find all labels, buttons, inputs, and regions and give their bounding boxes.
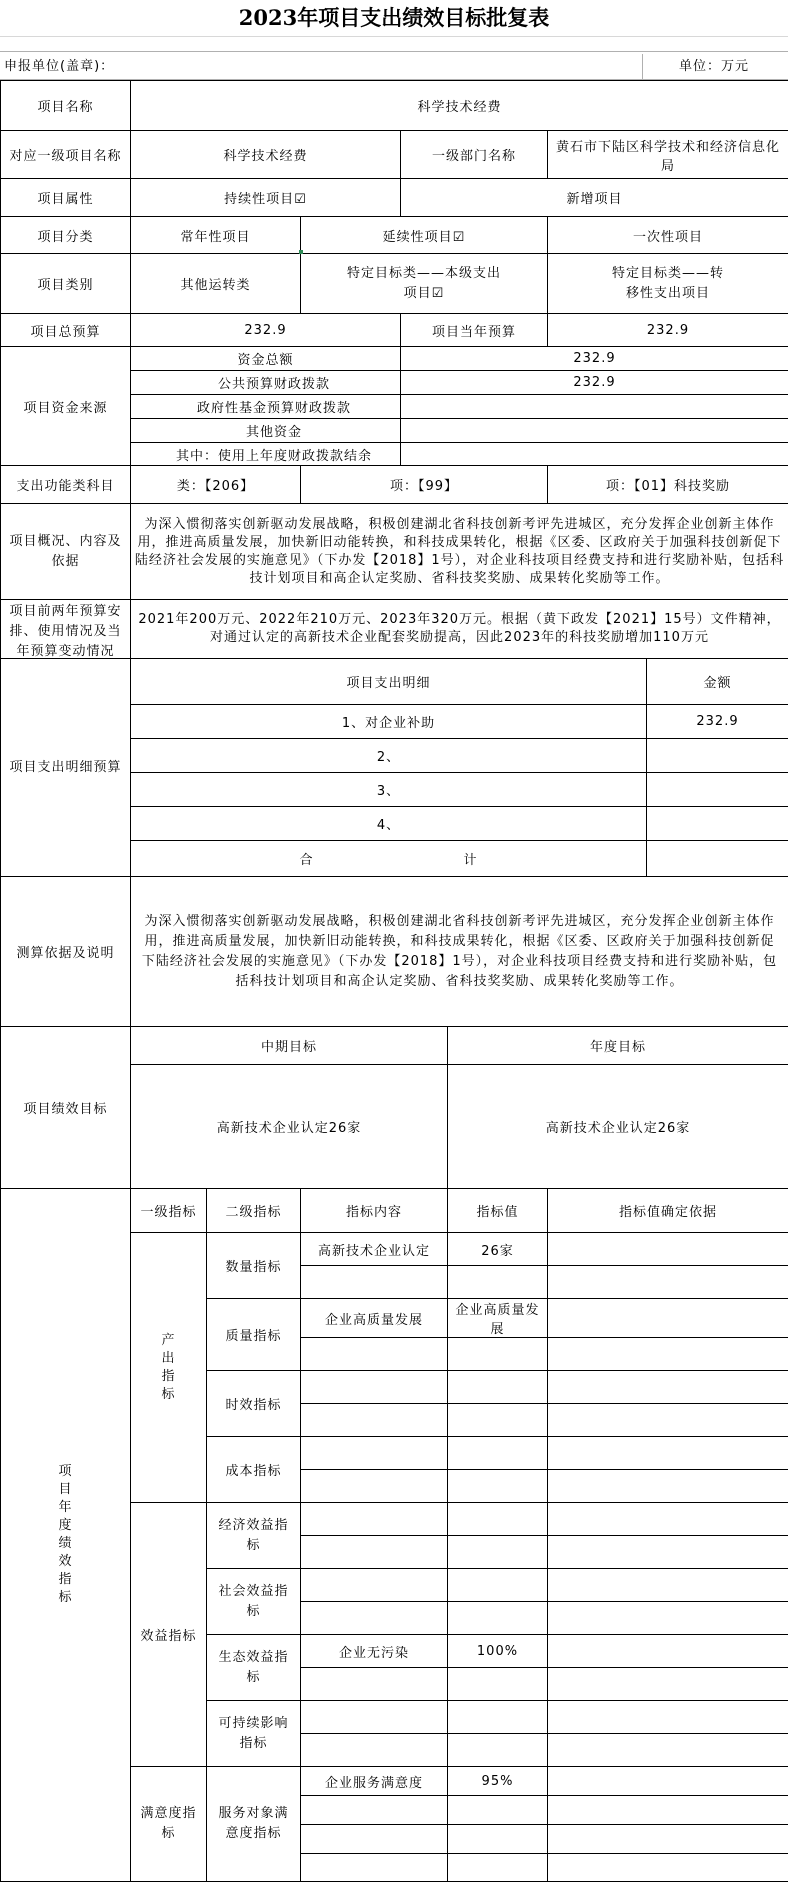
satisfaction-label-text: 满意度指标: [140, 1806, 197, 1841]
indicators-label-text: 项目年度绩效指标: [58, 1464, 73, 1605]
type-label: 项目类别: [1, 254, 131, 314]
detail-item: 2、: [131, 739, 647, 773]
detail-amount: 232.9: [647, 705, 788, 739]
row-project-attribute: [1, 179, 788, 217]
col-content: 指标内容: [301, 1189, 448, 1233]
basis-cell: [131, 877, 788, 1027]
detail-total-value: [647, 841, 788, 877]
economic-label-text: 经济效益指标: [218, 1517, 289, 1553]
dept-value: 黄石市下陆区科学技术和经济信息化局: [548, 131, 788, 179]
quality-value: 企业高质量发展: [448, 1299, 548, 1338]
class-label: 项目分类: [1, 217, 131, 254]
fund-value: [401, 395, 788, 419]
service-value: 95%: [448, 1767, 548, 1796]
total-budget-value: 232.9: [131, 314, 401, 347]
economic-label: [207, 1503, 301, 1569]
benefit-label: 效益指标: [131, 1503, 207, 1767]
eco-label-text: 生态效益指标: [218, 1649, 289, 1685]
class-regular: 常年性项目: [131, 217, 301, 254]
attribute-continuing: 持续性项目☑: [131, 179, 401, 217]
overview-text: 为深入惯彻落实创新驱动发展战略，积极创建湖北省科技创新考评先进城区，充分发挥企业创新主体作用，推进高质量发展，加快新旧动能转换，和科技成果转化，根据《区委、区政府关于加强科技创新促下陆经济社会发展的实施意见》（下办发【2018】1号），对企业科技项目经费支持和进行奖励补贴，包括科技计划项目和高企认定奖励、省科技奖奖励、成果转化奖励等工作。: [134, 516, 785, 586]
detail-amount: [647, 807, 788, 841]
detail-total-label: [131, 841, 647, 877]
func-subject-item: 项：【99】: [301, 466, 548, 504]
fund-value: 232.9: [401, 371, 788, 395]
indicators-label: [1, 1189, 131, 1882]
total-budget-label: 项目总预算: [1, 314, 131, 347]
row-overview: [1, 504, 788, 600]
row-prior-years: [1, 600, 788, 659]
timeliness-label: 时效指标: [207, 1371, 301, 1437]
fund-name: 其中：使用上年度财政拨款结余: [131, 443, 401, 466]
service-label: [207, 1767, 301, 1882]
row-indicator-header: [1, 1189, 788, 1233]
fund-name: 其他资金: [131, 419, 401, 443]
service-content: 企业服务满意度: [301, 1767, 448, 1796]
page-title: 2023年项目支出绩效目标批复表: [238, 5, 550, 30]
attribute-label: 项目属性: [1, 179, 131, 217]
type-transfer: [548, 254, 788, 314]
fund-row: [1, 347, 788, 371]
type-specific: [301, 254, 548, 314]
row-detail-header: [1, 659, 788, 705]
row-project-name: [1, 81, 788, 131]
goals-year-label: 年度目标: [448, 1027, 788, 1065]
col-level1: 一级指标: [131, 1189, 207, 1233]
quantity-basis: [548, 1233, 788, 1266]
year-budget-value: 232.9: [548, 314, 788, 347]
eco-value: 100%: [448, 1635, 548, 1668]
sustain-label-text: 可持续影响指标: [218, 1715, 289, 1751]
fund-name: 公共预算财政拨款: [131, 371, 401, 395]
col-level2: 二级指标: [207, 1189, 301, 1233]
quality-content: 企业高质量发展: [301, 1299, 448, 1338]
level1-project-value: 科学技术经费: [131, 131, 401, 179]
project-name-label: 项目名称: [1, 81, 131, 131]
func-subject-sub: 项：【01】科技奖励: [548, 466, 788, 504]
prior-cell: [131, 600, 788, 659]
detail-col-item: 项目支出明细: [131, 659, 647, 705]
detail-col-amount: 金额: [647, 659, 788, 705]
overview-cell: [131, 504, 788, 600]
detail-item: 1、对企业补助: [131, 705, 647, 739]
type-transfer-text: 特定目标类——转移性支出项目: [612, 265, 725, 301]
fund-value: [401, 419, 788, 443]
row-goals-header: [1, 1027, 788, 1065]
detail-label-text: 项目支出明细预算: [9, 759, 122, 775]
row-level1-project: [1, 131, 788, 179]
title-bar: [0, 0, 788, 52]
fund-value: 232.9: [401, 347, 788, 371]
col-basis: 指标值确定依据: [548, 1189, 788, 1233]
type-other: 其他运转类: [131, 254, 301, 314]
grid-line: [0, 36, 788, 37]
row-basis: [1, 877, 788, 1027]
row-function-subject: [1, 466, 788, 504]
prior-text: 2021年200万元、2022年210万元、2023年320万元。根据（黄下政发【2021】15号）文件精神，对通过认定的高新技术企业配套奖励提高，因此2023年的科技奖励增加110万元: [138, 612, 781, 645]
type-specific-text: 特定目标类——本级支出项目☑: [346, 265, 501, 301]
detail-amount: [647, 773, 788, 807]
row-project-class: [1, 217, 788, 254]
row-budget: [1, 314, 788, 347]
output-label: [131, 1233, 207, 1503]
attribute-new: 新增项目: [401, 179, 788, 217]
prior-label-text: 项目前两年预算安排、使用情况及当年预算变动情况: [9, 604, 122, 658]
level1-project-label: 对应一级项目名称: [1, 131, 131, 179]
eco-label: [207, 1635, 301, 1701]
func-subject-label: 支出功能类科目: [1, 466, 131, 504]
basis-text: 为深入惯彻落实创新驱动发展战略，积极创建湖北省科技创新考评先进城区，充分发挥企业创新主体作用，推进高质量发展，加快新旧动能转换，和科技成果转化，根据《区委、区政府关于加强科技创新促下陆经济社会发展的实施意见》（下办发【2018】1号），对企业科技项目经费支持和进行奖励补贴，包括科技计划项目和高企认定奖励、省科技奖奖励、成果转化奖励等工作。: [141, 913, 778, 989]
applicant-unit-label: 申报单位(盖章)：: [4, 59, 115, 74]
output-label-text: 产出指标: [161, 1332, 176, 1402]
social-label: [207, 1569, 301, 1635]
prior-label: [1, 600, 131, 659]
quantity-label: 数量指标: [207, 1233, 301, 1299]
dept-label: 一级部门名称: [401, 131, 548, 179]
service-label-text: 服务对象满意度指标: [218, 1806, 289, 1841]
func-subject-class: 类：【206】: [131, 466, 301, 504]
quantity-content: 高新技术企业认定: [301, 1233, 448, 1266]
cost-label: 成本指标: [207, 1437, 301, 1503]
detail-amount: [647, 739, 788, 773]
project-name-value: 科学技术经费: [131, 81, 788, 131]
info-row: [0, 54, 788, 80]
quality-basis: [548, 1299, 788, 1338]
funds-label: 项目资金来源: [1, 347, 131, 466]
year-budget-label: 项目当年预算: [401, 314, 548, 347]
class-extended: 延续性项目☑: [301, 217, 548, 254]
satisfaction-label: [131, 1767, 207, 1882]
detail-item: 3、: [131, 773, 647, 807]
detail-total-b: 计: [463, 853, 478, 868]
fund-value: [401, 443, 788, 466]
goals-mid-label: 中期目标: [131, 1027, 448, 1065]
row-project-type: [1, 254, 788, 314]
detail-item: 4、: [131, 807, 647, 841]
col-value: 指标值: [448, 1189, 548, 1233]
overview-label-text: 项目概况、内容及依据: [9, 533, 122, 569]
fund-name: 资金总额: [131, 347, 401, 371]
cell-error-marker: [299, 250, 303, 254]
quantity-value: 26家: [448, 1233, 548, 1266]
eco-content: 企业无污染: [301, 1635, 448, 1668]
currency-unit-label: 单位：万元: [642, 54, 788, 80]
detail-total-a: 合: [299, 853, 314, 868]
sustain-label: [207, 1701, 301, 1767]
goals-label: 项目绩效目标: [1, 1027, 131, 1189]
goals-year-value: 高新技术企业认定26家: [448, 1065, 788, 1189]
overview-label: [1, 504, 131, 600]
detail-label: [1, 659, 131, 877]
quality-label: 质量指标: [207, 1299, 301, 1371]
goals-mid-value: 高新技术企业认定26家: [131, 1065, 448, 1189]
basis-label: 测算依据及说明: [1, 877, 131, 1027]
fund-name: 政府性基金预算财政拨款: [131, 395, 401, 419]
approval-table: [0, 80, 788, 1882]
class-once: 一次性项目: [548, 217, 788, 254]
social-label-text: 社会效益指标: [218, 1583, 289, 1619]
